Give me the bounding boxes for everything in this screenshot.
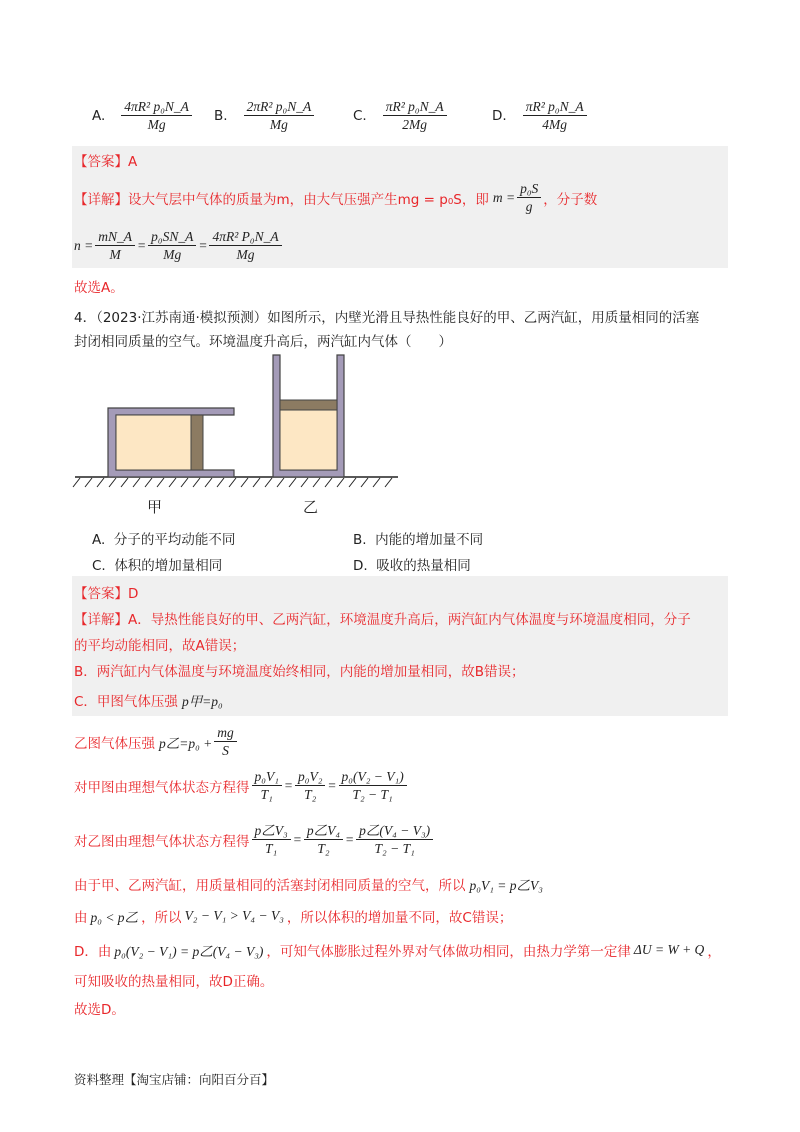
answer-label: 【答案】A <box>74 154 138 170</box>
label-jia: 甲 <box>147 498 163 516</box>
detail-line-a2: 的平均动能相同，故A错误； <box>74 638 246 654</box>
detail-label: 【详解】 <box>74 191 128 208</box>
conclusion: 故选D。 <box>74 1002 125 1018</box>
footer-text: 资料整理【淘宝店铺：向阳百分百】 <box>74 1072 275 1087</box>
answer-label: 【答案】D <box>74 586 139 602</box>
math-pressure-jia: p甲=p₀ <box>181 694 223 709</box>
fraction: $\frac{mN\_A}{M}$ <box>95 228 135 263</box>
option-d[interactable] <box>492 98 589 133</box>
option-fraction: $\frac{\text{πR² p₀N\_A}}{4Mg}$ <box>523 98 587 133</box>
option-fraction: $\frac{\text{2πR² p₀N\_A}}{Mg}$ <box>244 98 315 133</box>
question-line: 4．（2023·江苏南通·模拟预测）如图所示，内壁光滑且导热性能良好的甲、乙两汽缸，用质量相同的活塞 <box>74 310 700 326</box>
fraction: $\frac{\text{p₀(V₂ − V₁)}}{\text{T₂ − T₁}}$ <box>339 768 407 803</box>
pressure-yi-line: 乙图气体压强 p乙=p₀ + $\frac{mg}{S}$ <box>74 724 239 759</box>
piston-yi <box>280 400 337 410</box>
detail-line-d: D．由 p₀(V₂ − V₁) = p乙(V₄ − V₃) ，可知气体膨胀过程外界对气体做功相同，由热力学第一定律 ΔU = W + Q ， <box>74 942 721 960</box>
math-m: m = <box>492 189 516 205</box>
detail-text: 设大气层中气体的质量为m，由大气压强产生mg = p₀S，即 <box>128 191 489 208</box>
fraction: $\frac{mg}{S}$ <box>214 724 237 759</box>
fraction: $\frac{\text{4πR² P₀N\_A}}{Mg}$ <box>209 228 281 263</box>
cylinder-jia <box>108 408 234 477</box>
option-letter: C. <box>353 107 367 124</box>
option-letter: D. <box>492 107 507 124</box>
molecule-count-equation: n = $\frac{mN\_A}{M}$ = $\frac{\text{p₀SN\_A}}{Mg}$ = $\frac{\text{4πR² P₀N\_A}}{Mg}$ <box>74 228 284 263</box>
detail-line-a1: 【详解】A．导热性能良好的甲、乙两汽缸，环境温度升高后，两汽缸内气体温度与环境温度相同，分子 <box>74 612 691 628</box>
gas-jia <box>116 415 191 470</box>
detail-line <box>74 180 597 215</box>
option-d[interactable]: D. 吸收的热量相同 <box>353 558 471 574</box>
fraction: $\frac{\text{p₀V₁}}{\text{T₁}}$ <box>252 768 282 803</box>
option-letter: B. <box>214 107 228 124</box>
detail-line-d2: 可知吸收的热量相同，故D正确。 <box>74 974 274 990</box>
option-b[interactable]: B. 内能的增加量不同 <box>353 532 484 548</box>
cylinder-diagram <box>60 350 420 525</box>
fraction: $\frac{\text{p乙V₃}}{\text{T₁}}$ <box>252 822 291 857</box>
ground <box>73 477 398 487</box>
detail-line-c: C．甲图气体压强 p甲=p₀ <box>74 690 223 710</box>
inequality-line: 由 p₀ < p乙 ，所以 V₂ − V₁ > V₄ − V₃ ，所以体积的增加量不同，故C错误； <box>74 908 513 926</box>
fraction: $\frac{\text{p₀SN\_A}}{Mg}$ <box>148 228 196 263</box>
same-mass-line: 由于甲、乙两汽缸，用质量相同的活塞封闭相同质量的空气，所以 p₀V₁ = p乙V₃ <box>74 878 543 894</box>
fraction: $\frac{\text{p₀V₂}}{\text{T₂}}$ <box>295 768 325 803</box>
option-a[interactable]: A. 分子的平均动能不同 <box>92 532 236 548</box>
detail-label: 【详解】 <box>74 612 128 628</box>
detail-line-b: B．两汽缸内气体温度与环境温度始终相同，内能的增加量相同，故B错误； <box>74 664 525 680</box>
cylinder-yi <box>273 355 344 477</box>
option-b[interactable] <box>214 98 316 133</box>
piston-jia <box>191 415 203 470</box>
fraction: $\frac{\text{p乙V₄}}{\text{T₂}}$ <box>304 822 343 857</box>
detail-text: ，分子数 <box>543 191 598 208</box>
option-c[interactable]: C. 体积的增加量相同 <box>92 558 223 574</box>
option-letter: A. <box>92 107 106 124</box>
state-equation-yi: 对乙图由理想气体状态方程得 $\frac{\text{p乙V₃}}{\text{T₁}}$ = $\frac{\text{p乙V₄}}{\text{T₂}}$ = $\frac{\text{p乙(V₄ − V₃)}}{\text{T₂ − T₁}}$ <box>74 822 435 857</box>
option-a[interactable] <box>92 98 194 133</box>
label-yi: 乙 <box>303 498 319 516</box>
question-line: 封闭相同质量的空气。环境温度升高后，两汽缸内气体（ ） <box>74 334 452 350</box>
option-c[interactable] <box>353 98 449 133</box>
fraction: $\frac{\text{p₀S}}{g}$ <box>517 180 541 215</box>
conclusion: 故选A。 <box>74 280 124 296</box>
gas-yi <box>280 410 337 470</box>
option-fraction: $\frac{\text{πR² p₀N\_A}}{2Mg}$ <box>383 98 447 133</box>
fraction: $\frac{\text{p乙(V₄ − V₃)}}{\text{T₂ − T₁}}$ <box>356 822 433 857</box>
option-fraction: $\frac{\text{4πR² p₀N\_A}}{Mg}$ <box>121 98 192 133</box>
state-equation-jia: 对甲图由理想气体状态方程得 $\frac{\text{p₀V₁}}{\text{T₁}}$ = $\frac{\text{p₀V₂}}{\text{T₂}}$ = $\frac{\text{p₀(V₂ − V₁)}}{\text{T₂ − T₁}}$ <box>74 768 409 803</box>
